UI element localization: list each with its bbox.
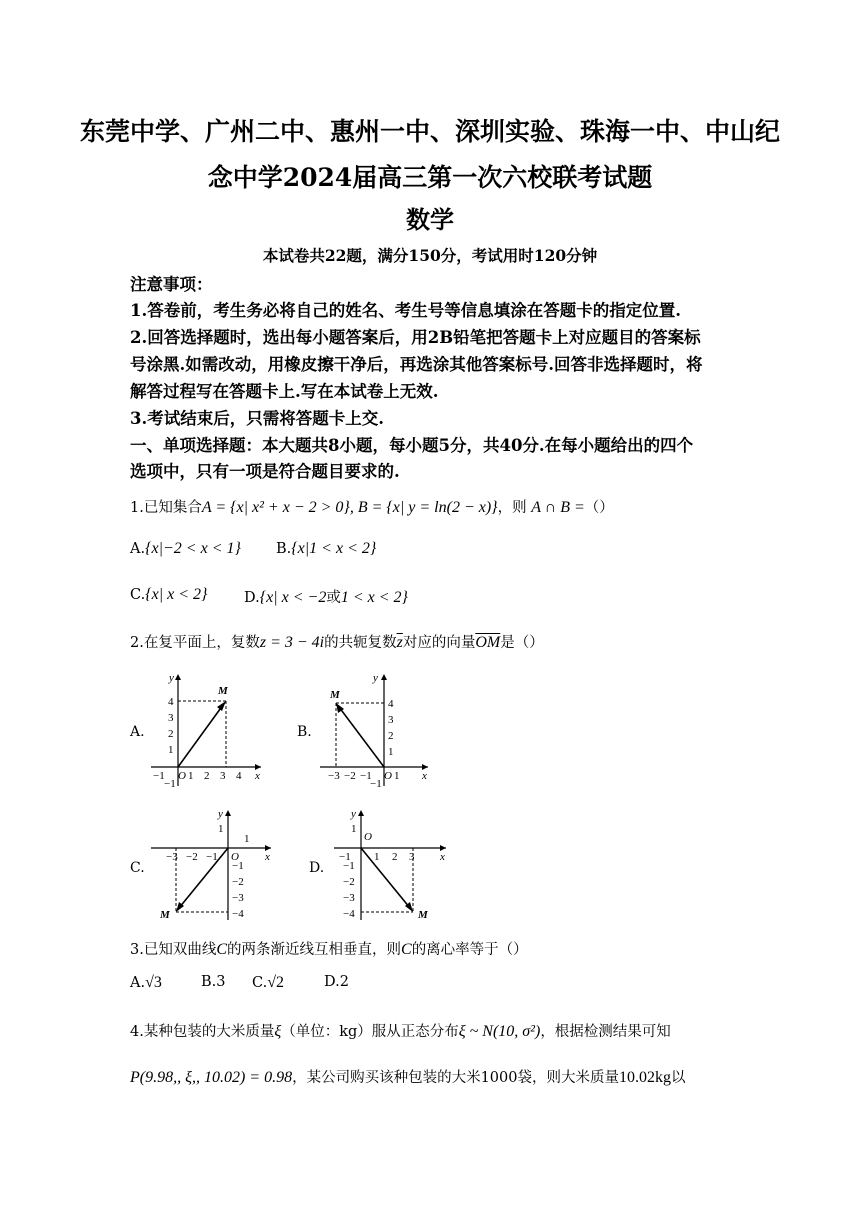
graph-a-vector-head [217,701,226,711]
question-3-option-a: A.√3 [130,974,162,991]
question-2-option-d-label: D. [309,860,325,876]
graph-a-xtick: 4 [236,770,242,782]
graph-d-ytick: −4 [343,908,355,920]
notes-item-2-line2: 号涂黑.如需改动，用橡皮擦干净后，再选涂其他答案标号.回答非选择题时，将 [130,355,703,374]
exam-title-line2: 念中学2024届高三第一次六校联考试题 [207,163,653,192]
graph-b-xtick: −1 [360,770,372,782]
graph-b-xtick: −3 [328,770,340,782]
graph-b-ytick: −1 [370,778,382,790]
graph-d [330,806,452,924]
graph-a-xtick: 1 [188,770,194,782]
graph-a-point-m: M [218,685,228,697]
graph-c-point-m: M [160,909,170,921]
question-3-option-d: D.2 [324,974,349,990]
graph-a-y-arrow [175,674,181,680]
graph-b-origin: O [384,770,392,782]
notes-heading: 注意事项： [130,275,213,294]
graph-a-ytick: 1 [168,744,174,756]
graph-d-xtick: 2 [392,851,398,863]
section-heading-line2: 选项中，只有一项是符合题目要求的. [130,462,400,481]
graph-a-ytick: 2 [168,728,174,740]
exam-title-line1: 东莞中学、广州二中、惠州一中、深圳实验、珠海一中、中山纪 [79,117,780,146]
notes-item-1: 1.答卷前，考生务必将自己的姓名、考生号等信息填涂在答题卡的指定位置. [130,301,681,320]
graph-c-y-label: y [218,808,223,820]
graph-c-ytick: −2 [232,876,244,888]
question-1-stem: 1.已知集合A = {x| x² + x − 2 > 0}, B = {x| y = ln(2 − x)}，则 A ∩ B =（） [130,499,614,516]
graph-b-y-arrow [381,674,387,680]
graph-d-ytick: −2 [343,876,355,888]
question-1-option-a: A.{x|−2 < x < 1} [130,540,241,557]
graph-d-ytick: 1 [351,823,357,835]
graph-b-point-m: M [330,689,340,701]
graph-c-x-label: x [265,851,270,863]
graph-a-xtick: 2 [204,770,210,782]
question-2-option-a-label: A. [130,724,145,740]
graph-c [147,806,279,924]
graph-b-ytick: 3 [388,714,394,726]
graph-a-origin: O [178,770,186,782]
graph-c-origin: O [231,851,239,863]
question-3-option-b: B.3 [201,974,226,990]
graph-d-point-m: M [418,909,428,921]
graph-b [316,668,436,792]
graph-b-ytick: 4 [388,698,394,710]
graph-c-xtick: −2 [186,851,198,863]
question-4-line1: 4.某种包装的大米质量ξ（单位：kg）服从正态分布ξ ~ N(10, σ²)，根据检测结果可知 [130,1023,671,1040]
graph-d-vector [361,848,410,908]
graph-b-xtick: −2 [344,770,356,782]
graph-b-ytick: 1 [388,746,394,758]
graph-a-ytick: −1 [164,778,176,790]
question-1-option-d: D.{x| x < −2或1 < x < 2} [244,589,408,606]
graph-d-origin: O [364,831,372,843]
graph-a-vector [178,705,223,767]
graph-d-x-label: x [440,851,445,863]
graph-c-ytick: −1 [232,860,244,872]
question-1-option-c: C.{x| x < 2} [130,586,208,603]
graph-c-ytick: −3 [232,892,244,904]
question-1-option-b: B.{x|1 < x < 2} [276,540,377,557]
graph-c-xtick: −3 [166,851,178,863]
graph-c-ytick: −4 [232,908,244,920]
graph-b-ytick: 2 [388,730,394,742]
graph-d-ytick: −1 [343,860,355,872]
question-4-line2: P(9.98,, ξ,, 10.02) = 0.98，某公司购买该种包装的大米1000袋，则大米质量10.02kg以 [130,1069,686,1086]
graph-a [145,668,265,792]
question-2-stem: 2.在复平面上，复数z = 3 − 4i的共轭复数$\overline{z}$对应的向量$\overline{OM}$是（） [130,634,544,651]
graph-c-y-arrow [225,810,231,816]
graph-d-y-arrow [358,810,364,816]
graph-c-xtick: −1 [206,851,218,863]
section-heading-line1: 一、单项选择题：本大题共8小题，每小题5分，共40分.在每小题给出的四个 [130,436,694,455]
graph-d-ytick: −3 [343,892,355,904]
graph-b-x-label: x [422,770,427,782]
question-3-stem: 3.已知双曲线C的两条渐近线互相垂直，则C的离心率等于（） [130,941,528,958]
graph-c-xtick: 1 [244,833,250,845]
exam-info: 本试卷共22题，满分150分，考试用时120分钟 [262,246,598,265]
notes-item-3: 3.考试结束后，只需将答题卡上交. [130,409,384,428]
question-2-option-b-label: B. [297,724,312,740]
graph-b-vector [339,707,384,767]
graph-d-xtick: −1 [339,851,351,863]
notes-item-2-line3: 解答过程写在答题卡上.写在本试卷上无效. [130,382,439,401]
graph-d-xtick: 3 [409,851,415,863]
notes-item-2-line1: 2.回答选择题时，选出每小题答案后，用2B铅笔把答题卡上对应题目的答案标 [130,328,701,347]
question-2-option-c-label: C. [130,860,145,876]
graph-b-y-label: y [373,672,378,684]
graph-a-xtick: 3 [220,770,226,782]
question-3-option-c: C.√2 [252,974,284,991]
graph-a-y-label: y [169,672,174,684]
graph-c-ytick: 1 [218,823,224,835]
graph-a-x-label: x [255,770,260,782]
graph-b-xtick: 1 [394,770,400,782]
graph-d-xtick: 1 [374,851,380,863]
graph-a-xtick: −1 [153,770,165,782]
graph-d-y-label: y [351,808,356,820]
subject-title: 数学 [406,205,454,234]
graph-a-ytick: 4 [168,696,174,708]
graph-a-ytick: 3 [168,712,174,724]
